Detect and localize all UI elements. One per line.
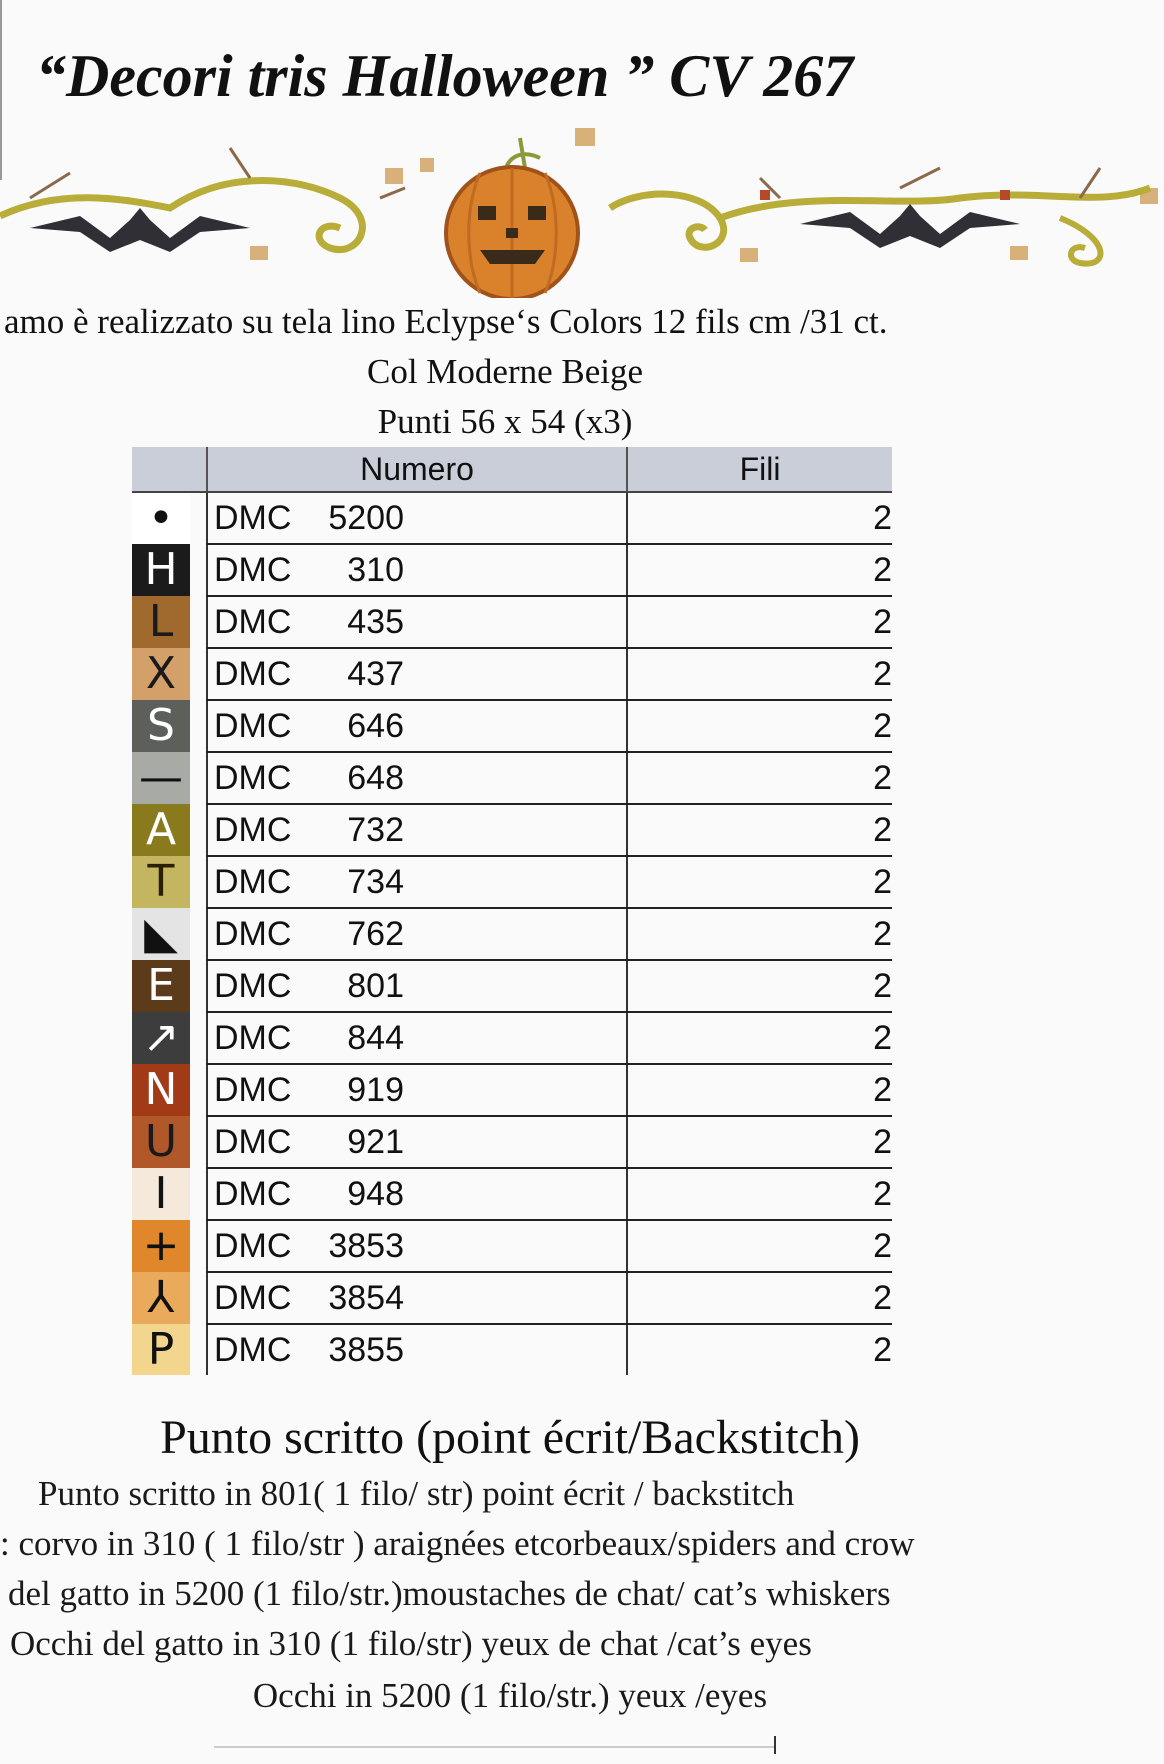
thread-strands: 2 xyxy=(627,1324,892,1375)
backstitch-line: Occhi in 5200 (1 filo/str.) yeux /eyes xyxy=(252,1676,768,1715)
page-title: “Decori tris Halloween ” CV 267 xyxy=(36,43,854,109)
thread-code: 435 xyxy=(347,602,404,641)
thread-strands: 2 xyxy=(627,1220,892,1272)
table-row xyxy=(132,492,892,544)
pumpkin-nose xyxy=(506,228,518,238)
thread-legend-table xyxy=(132,447,892,1375)
thread-symbol: • xyxy=(132,492,190,544)
thread-strands: 2 xyxy=(627,596,892,648)
symbol-gap xyxy=(190,1064,207,1116)
table-row xyxy=(132,1168,892,1220)
thread-code: 646 xyxy=(347,706,404,745)
thread-number-cell xyxy=(207,1064,627,1116)
thread-number-cell xyxy=(207,1220,627,1272)
thread-code: 732 xyxy=(347,810,404,849)
thread-number-cell xyxy=(207,1012,627,1064)
thread-symbol: — xyxy=(132,752,190,804)
thread-symbol: T xyxy=(132,856,190,908)
thread-code: 734 xyxy=(347,862,404,901)
table-row xyxy=(132,752,892,804)
left-bat-icon xyxy=(30,208,250,252)
thread-strands: 2 xyxy=(627,1012,892,1064)
leaf-icon xyxy=(385,168,403,184)
right-vine-swirl-2 xyxy=(1060,218,1100,264)
thread-number-cell xyxy=(207,492,627,544)
left-vine-branch xyxy=(30,148,405,198)
thread-strands: 2 xyxy=(627,1168,892,1220)
table-row xyxy=(132,1064,892,1116)
thread-code: 3854 xyxy=(328,1278,404,1317)
thread-brand: DMC xyxy=(214,1278,292,1317)
thread-strands: 2 xyxy=(627,752,892,804)
thread-code: 437 xyxy=(347,654,404,693)
table-row xyxy=(132,1116,892,1168)
halloween-border-illustration xyxy=(0,128,1164,298)
thread-strands: 2 xyxy=(627,856,892,908)
thread-strands: 2 xyxy=(627,648,892,700)
stitch-count: Punti 56 x 54 (x3) xyxy=(377,402,633,441)
thread-number-cell xyxy=(207,596,627,648)
table-row xyxy=(132,1272,892,1324)
table-body xyxy=(132,492,892,1375)
thread-code: 310 xyxy=(347,550,404,589)
berry-icon xyxy=(760,190,770,200)
symbol-gap xyxy=(190,908,207,960)
thread-code: 3855 xyxy=(328,1330,404,1369)
table-row xyxy=(132,700,892,752)
pumpkin-mouth xyxy=(480,250,545,264)
thread-number-cell xyxy=(207,908,627,960)
symbol-gap xyxy=(190,544,207,596)
leaf-icon xyxy=(420,158,434,172)
symbol-gap xyxy=(190,1324,207,1375)
backstitch-line: del gatto in 5200 (1 filo/str.)moustaches de chat/ cat’s whiskers xyxy=(8,1574,891,1613)
table-header-row xyxy=(132,447,892,492)
thread-brand: DMC xyxy=(214,1122,292,1161)
fili-column-header: Fili xyxy=(627,447,892,492)
thread-symbol: U xyxy=(132,1116,190,1168)
thread-brand: DMC xyxy=(214,810,292,849)
leaf-icon xyxy=(740,248,758,262)
backstitch-heading: Punto scritto (point écrit/Backstitch) xyxy=(160,1411,860,1464)
table-row xyxy=(132,804,892,856)
thread-symbol: L xyxy=(132,596,190,648)
thread-number-cell xyxy=(207,804,627,856)
fabric-info: amo è realizzato su tela lino Eclypse‘s Colors 12 fils cm /31 ct. xyxy=(4,302,888,341)
thread-code: 919 xyxy=(347,1070,404,1109)
thread-number-cell xyxy=(207,1168,627,1220)
thread-code: 948 xyxy=(347,1174,404,1213)
thread-symbol: P xyxy=(132,1324,190,1375)
thread-brand: DMC xyxy=(214,498,292,537)
thread-code: 844 xyxy=(347,1018,404,1057)
symbol-gap xyxy=(190,804,207,856)
right-bat-icon xyxy=(800,204,1020,248)
leaf-icon xyxy=(250,246,268,260)
symbol-gap xyxy=(190,1272,207,1324)
thread-code: 921 xyxy=(347,1122,404,1161)
thread-code: 5200 xyxy=(328,498,404,537)
thread-number-cell xyxy=(207,856,627,908)
thread-brand: DMC xyxy=(214,914,292,953)
table-row xyxy=(132,596,892,648)
thread-strands: 2 xyxy=(627,804,892,856)
thread-brand: DMC xyxy=(214,602,292,641)
thread-strands: 2 xyxy=(627,544,892,596)
thread-code: 762 xyxy=(347,914,404,953)
thread-brand: DMC xyxy=(214,862,292,901)
thread-strands: 2 xyxy=(627,492,892,544)
bottom-divider-tick xyxy=(774,1736,776,1754)
pumpkin-eye-left xyxy=(478,206,496,220)
thread-brand: DMC xyxy=(214,966,292,1005)
symbol-gap xyxy=(190,492,207,544)
leaf-icon xyxy=(1010,246,1028,260)
thread-brand: DMC xyxy=(214,706,292,745)
thread-strands: 2 xyxy=(627,908,892,960)
thread-symbol: N xyxy=(132,1064,190,1116)
table-row xyxy=(132,1012,892,1064)
thread-code: 648 xyxy=(347,758,404,797)
symbol-column-header xyxy=(132,447,207,492)
thread-symbol: X xyxy=(132,648,190,700)
bottom-divider xyxy=(214,1746,774,1748)
thread-strands: 2 xyxy=(627,1272,892,1324)
thread-brand: DMC xyxy=(214,654,292,693)
thread-symbol: ↗ xyxy=(132,1012,190,1064)
table-row xyxy=(132,544,892,596)
thread-brand: DMC xyxy=(214,1330,292,1369)
thread-brand: DMC xyxy=(214,758,292,797)
thread-symbol: ◣ xyxy=(132,908,190,960)
symbol-gap xyxy=(190,596,207,648)
backstitch-line: Occhi del gatto in 310 (1 filo/str) yeux de chat /cat’s eyes xyxy=(10,1624,812,1663)
thread-symbol: E xyxy=(132,960,190,1012)
thread-symbol: H xyxy=(132,544,190,596)
symbol-gap xyxy=(190,1220,207,1272)
thread-number-cell xyxy=(207,700,627,752)
numero-column-header: Numero xyxy=(207,447,627,492)
thread-number-cell xyxy=(207,544,627,596)
thread-brand: DMC xyxy=(214,1018,292,1057)
thread-strands: 2 xyxy=(627,700,892,752)
thread-strands: 2 xyxy=(627,1064,892,1116)
symbol-gap xyxy=(190,752,207,804)
thread-strands: 2 xyxy=(627,960,892,1012)
thread-symbol: S xyxy=(132,700,190,752)
thread-strands: 2 xyxy=(627,1116,892,1168)
table-row xyxy=(132,1324,892,1375)
berry-icon xyxy=(1000,190,1010,200)
thread-brand: DMC xyxy=(214,1174,292,1213)
thread-number-cell xyxy=(207,1272,627,1324)
symbol-gap xyxy=(190,960,207,1012)
thread-number-cell xyxy=(207,960,627,1012)
table-row xyxy=(132,960,892,1012)
symbol-gap xyxy=(190,648,207,700)
thread-number-cell xyxy=(207,752,627,804)
thread-number-cell xyxy=(207,1116,627,1168)
thread-code: 801 xyxy=(347,966,404,1005)
symbol-gap xyxy=(190,1116,207,1168)
thread-brand: DMC xyxy=(214,550,292,589)
table-row xyxy=(132,908,892,960)
symbol-gap xyxy=(190,1012,207,1064)
thread-number-cell xyxy=(207,648,627,700)
pumpkin-eye-right xyxy=(528,206,546,220)
fabric-color: Col Moderne Beige xyxy=(366,352,644,391)
thread-brand: DMC xyxy=(214,1226,292,1265)
thread-brand: DMC xyxy=(214,1070,292,1109)
symbol-gap xyxy=(190,700,207,752)
table-row xyxy=(132,856,892,908)
symbol-gap xyxy=(190,1168,207,1220)
thread-number-cell xyxy=(207,1324,627,1375)
backstitch-line: : corvo in 310 ( 1 filo/str ) araignées etcorbeaux/spiders and crow xyxy=(0,1524,915,1563)
thread-symbol: + xyxy=(132,1220,190,1272)
leaf-icon xyxy=(575,128,595,146)
thread-symbol: A xyxy=(132,804,190,856)
thread-symbol: ⅄ xyxy=(132,1272,190,1324)
thread-code: 3853 xyxy=(328,1226,404,1265)
thread-symbol: I xyxy=(132,1168,190,1220)
symbol-gap xyxy=(190,856,207,908)
backstitch-line: Punto scritto in 801( 1 filo/ str) point écrit / backstitch xyxy=(38,1474,795,1513)
table-row xyxy=(132,648,892,700)
table-row xyxy=(132,1220,892,1272)
